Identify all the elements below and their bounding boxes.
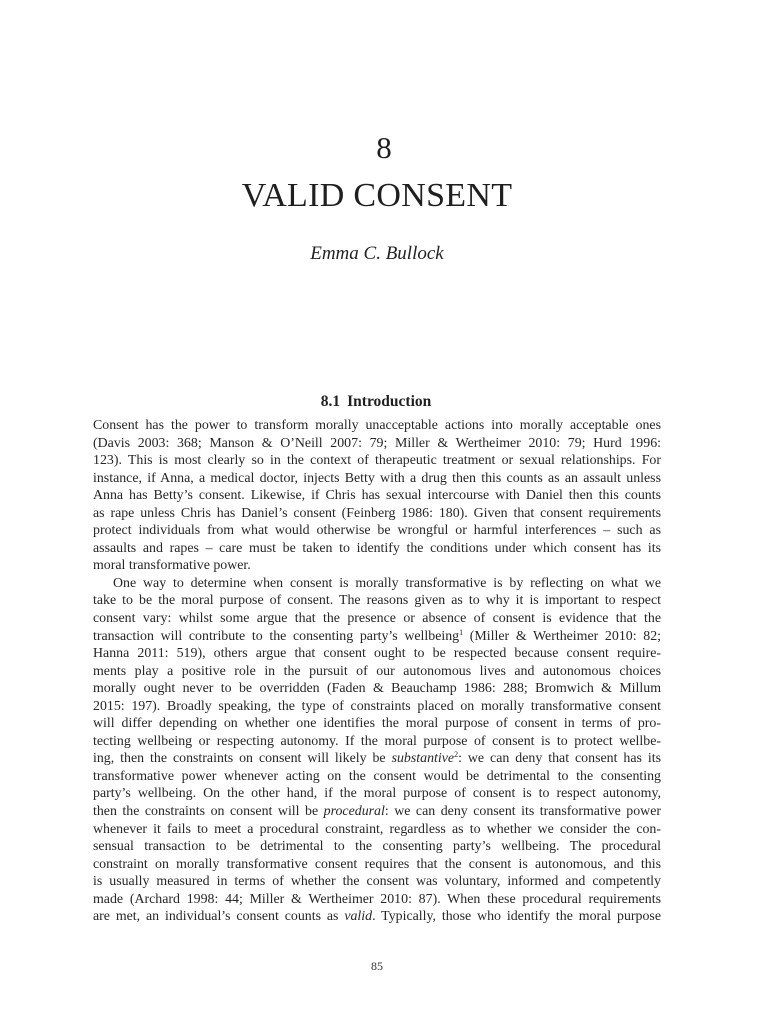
chapter-number: 8 [376, 130, 392, 165]
text-line [93, 908, 661, 926]
text-segment: ing, then the constraints on consent will likely be [93, 751, 392, 767]
text-line: party’s wellbeing. On the other hand, if the moral purpose of consent is to respect autonomy, [93, 786, 661, 802]
text-segment: : we can deny that consent has its [458, 751, 661, 767]
text-line: transformative power whenever acting on the consent would be detrimental to the consenting [93, 768, 661, 784]
text-line: One way to determine when consent is morally transformative is by reflecting on what we [113, 575, 661, 591]
section-title: Introduction [347, 393, 432, 410]
text-segment: . Typically, those who identify the moral purpose [372, 909, 662, 925]
footnote-marker: 1 [459, 627, 464, 637]
text-line: instance, if Anna, a medical doctor, injects Betty with a drug then this counts as an assault unless [93, 470, 661, 486]
section-heading [0, 392, 752, 412]
text-line: take to be the moral purpose of consent. The reasons given as to why it is important to respect [93, 593, 661, 609]
text-line: 123). This is most clearly so in the context of therapeutic treatment or sexual relationships. For [93, 453, 661, 469]
chapter-author: Emma C. Bullock [310, 243, 444, 264]
italic-term: substantive [391, 751, 455, 767]
text-line: is usually measured in terms of whether the consent was voluntary, informed and competently [93, 874, 661, 890]
footnote-marker: 2 [454, 750, 459, 760]
text-line: protect individuals from what would otherwise be wrongful or harmful interferences – such as [93, 523, 661, 539]
chapter-title: VALID CONSENT [241, 177, 513, 214]
text-line: 2015: 197). Broadly speaking, the type of constraints placed on morally transformative consent [93, 698, 661, 714]
text-line [93, 803, 661, 821]
text-segment: : we can deny consent its transformative power [384, 804, 661, 820]
page-number: 85 [371, 959, 383, 973]
text-segment: (Miller & Wertheimer 2010: 82; [463, 628, 661, 644]
text-segment: are met, an individual’s consent counts as [93, 909, 345, 925]
text-line: (Davis 2003: 368; Manson & O’Neill 2007: 79; Miller & Wertheimer 2010: 79; Hurd 1996: [93, 435, 661, 451]
body-text [93, 417, 661, 926]
text-segment: transaction will contribute to the consenting party’s wellbeing [93, 628, 460, 644]
text-line: tecting wellbeing or respecting autonomy. If the moral purpose of consent is to protect wellbe- [93, 733, 661, 749]
text-line: Consent has the power to transform morally unacceptable actions into morally acceptable ones [93, 418, 661, 433]
italic-term: procedural [323, 804, 385, 820]
text-line: will differ depending on whether one identifies the moral purpose of consent in terms of pro- [93, 716, 661, 732]
text-line [93, 750, 661, 768]
text-line [93, 628, 661, 646]
text-line: Hanna 2011: 519), others argue that consent ought to be respected because consent require- [93, 646, 661, 662]
text-line: as rape unless Chris has Daniel’s consent (Feinberg 1986: 180). Given that consent requirements [93, 505, 661, 521]
text-line: sensual transaction to be detrimental to the consenting party’s wellbeing. The procedural [93, 839, 661, 855]
text-line: morally ought never to be overridden (Faden & Beauchamp 1986: 288; Bromwich & Millum [93, 681, 661, 697]
text-line: Anna has Betty’s consent. Likewise, if Chris has sexual intercourse with Daniel then this counts [93, 488, 661, 504]
text-segment: then the constraints on consent will be [93, 804, 324, 820]
text-line: ments play a positive role in the pursuit of our autonomous lives and autonomous choices [93, 663, 661, 679]
section-number: 8.1 [320, 393, 341, 410]
text-line: consent vary: whilst some argue that the presence or absence of consent is evidence that the [93, 611, 661, 627]
text-line: moral transformative power. [93, 558, 251, 574]
text-line: whenever it fails to meet a procedural constraint, regardless as to whether we consider the con- [93, 821, 661, 837]
italic-term: valid [344, 909, 373, 925]
text-line: assaults and rapes – care must be taken to identify the conditions under which consent has its [93, 540, 661, 556]
text-line: made (Archard 1998: 44; Miller & Wertheimer 2010: 87). When these procedural requirements [93, 891, 661, 907]
text-line: constraint on morally transformative consent requires that the consent is autonomous, and this [93, 856, 661, 872]
